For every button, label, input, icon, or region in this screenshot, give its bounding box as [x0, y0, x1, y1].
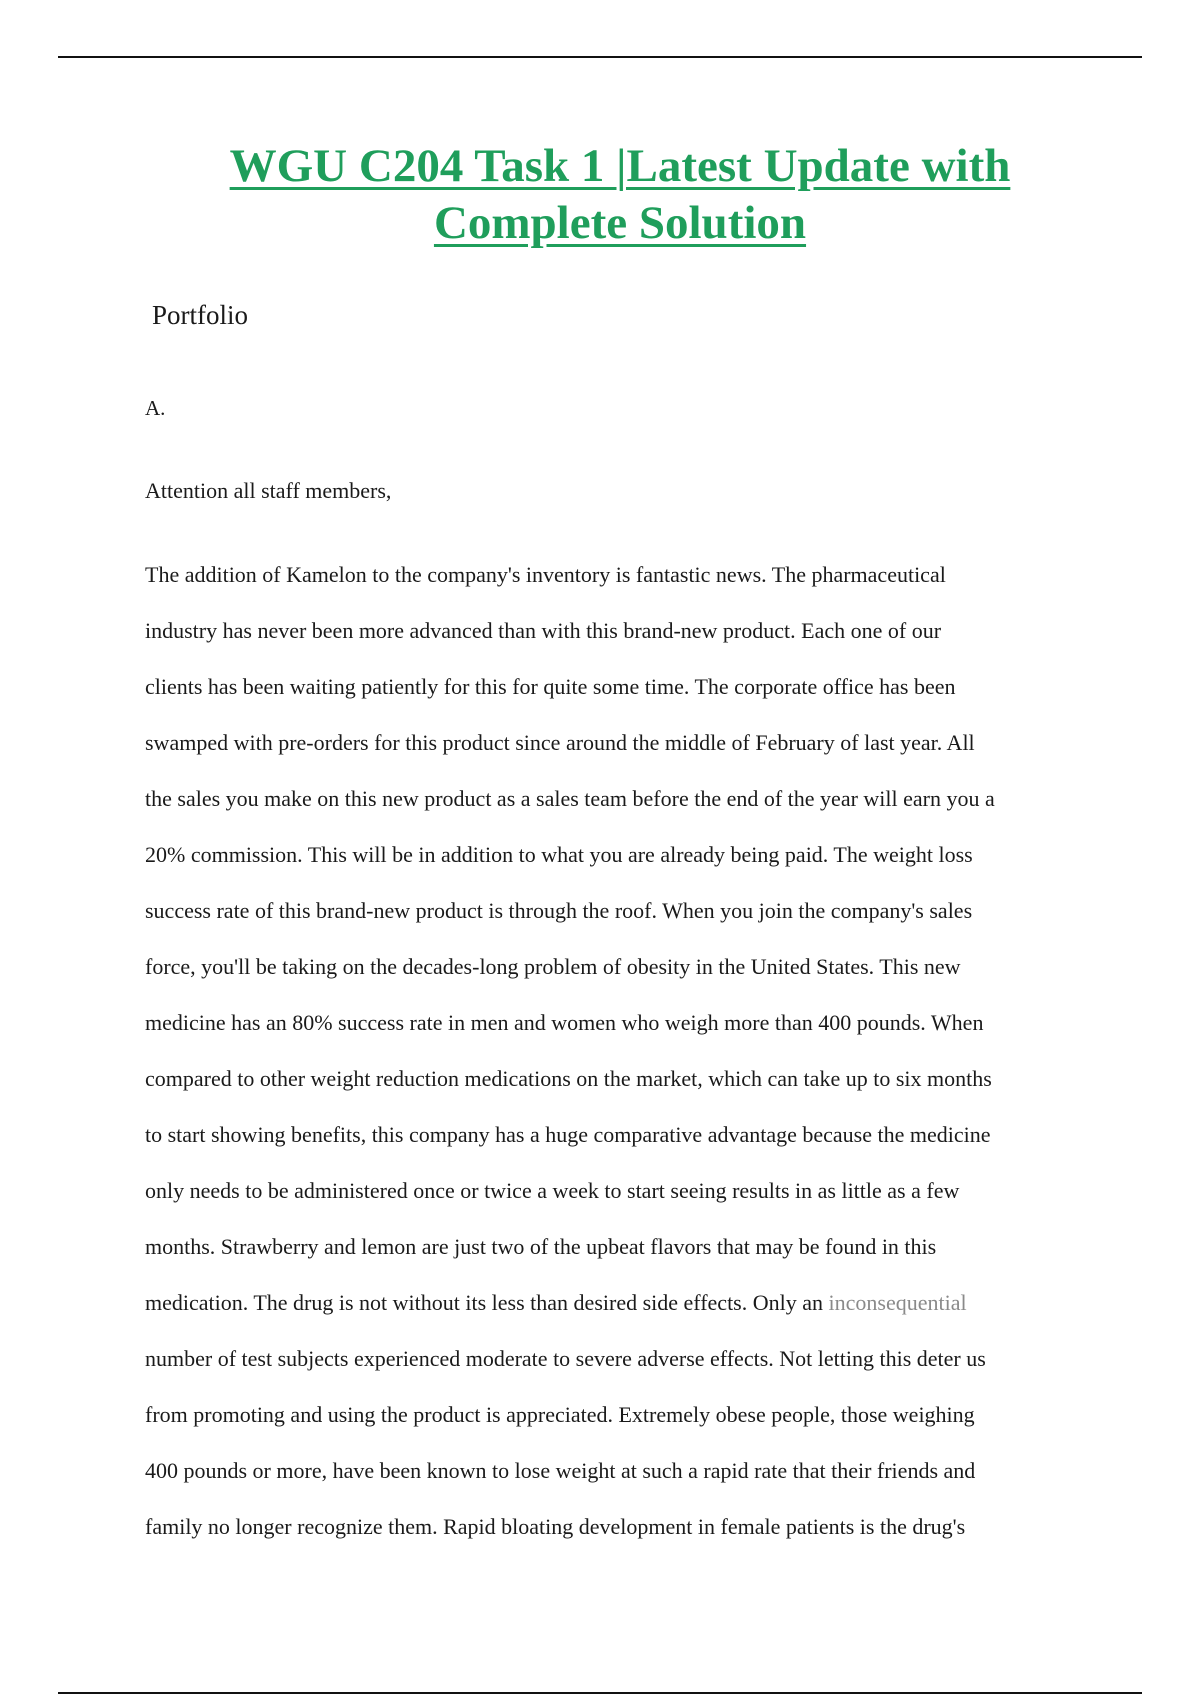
body-line-segment: medication. The drug is not without its less than desired side effects. Only an	[145, 1290, 829, 1315]
body-line: family no longer recognize them. Rapid bloating development in female patients is the drug's	[145, 1514, 966, 1539]
document-title	[100, 138, 1140, 252]
body-line: from promoting and using the product is appreciated. Extremely obese people, those weighing	[145, 1402, 975, 1427]
body-line: clients has been waiting patiently for this for quite some time. The corporate office has been	[145, 674, 956, 699]
muted-word: inconsequential	[828, 1290, 967, 1315]
part-letter: A.	[145, 396, 166, 420]
body-line: medicine has an 80% success rate in men and women who weigh more than 400 pounds. When	[145, 1010, 984, 1035]
body-line: the sales you make on this new product as a sales team before the end of the year will earn you a	[145, 786, 995, 811]
body-line: months. Strawberry and lemon are just two of the upbeat flavors that may be found in this	[145, 1234, 937, 1259]
body-line: to start showing benefits, this company has a huge comparative advantage because the medicine	[145, 1122, 991, 1147]
body-line: The addition of Kamelon to the company's inventory is fantastic news. The pharmaceutical	[145, 562, 946, 587]
body-line: swamped with pre-orders for this product since around the middle of February of last year. All	[145, 730, 975, 755]
body-line: 400 pounds or more, have been known to lose weight at such a rapid rate that their friends and	[145, 1458, 976, 1483]
body-line: number of test subjects experienced moderate to severe adverse effects. Not letting this deter us	[145, 1346, 986, 1371]
section-label: Portfolio	[152, 300, 249, 330]
top-rule	[58, 56, 1142, 58]
greeting: Attention all staff members,	[145, 478, 392, 503]
title-line-1: WGU C204 Task 1 |Latest Update with	[229, 140, 1011, 192]
body-paragraph	[145, 560, 1085, 1568]
body-line: success rate of this brand-new product is through the roof. When you join the company's sales	[145, 898, 973, 923]
body-line: 20% commission. This will be in addition to what you are already being paid. The weight loss	[145, 842, 973, 867]
bottom-rule	[58, 1692, 1142, 1694]
title-line-2: Complete Solution	[433, 197, 807, 249]
body-line-with-muted-word	[145, 1288, 1085, 1344]
body-line: only needs to be administered once or twice a week to start seeing results in as little as a few	[145, 1178, 960, 1203]
body-line: compared to other weight reduction medications on the market, which can take up to six months	[145, 1066, 992, 1091]
body-line: industry has never been more advanced than with this brand-new product. Each one of our	[145, 618, 942, 643]
body-line: force, you'll be taking on the decades-long problem of obesity in the United States. This new	[145, 954, 961, 979]
